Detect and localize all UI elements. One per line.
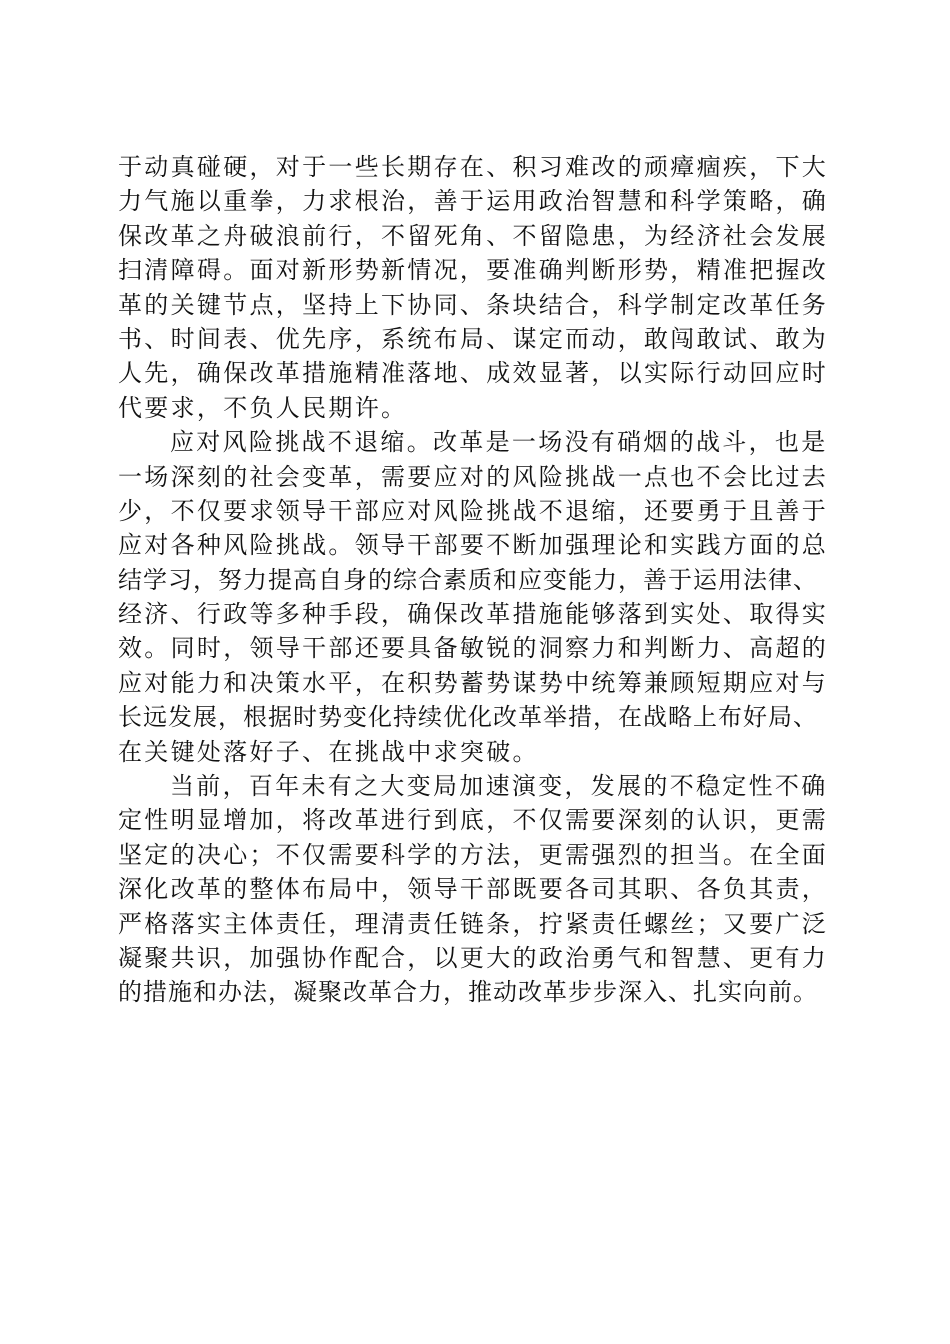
paragraph-1-line-4: 扫清障碍。面对新形势新情况，要准确判断形势，精准把握改 xyxy=(118,256,829,285)
paragraph-2-line-6: 经济、行政等多种手段，确保改革措施能够落到实处、取得实 xyxy=(118,600,829,629)
paragraph-3-line-5: 严格落实主体责任，理清责任链条，拧紧责任螺丝；又要广泛 xyxy=(118,909,829,938)
paragraph-2-line-4: 应对各种风险挑战。领导干部要不断加强理论和实践方面的总 xyxy=(118,531,829,560)
paragraph-3-line-2: 定性明显增加，将改革进行到底，不仅需要深刻的认识，更需 xyxy=(118,806,829,835)
paragraph-2-line-10: 在关键处落好子、在挑战中求突破。 xyxy=(118,737,539,766)
paragraph-1-line-1: 于动真碰硬，对于一些长期存在、积习难改的顽瘴痼疾，下大 xyxy=(118,153,829,181)
paragraph-2-line-7: 效。同时，领导干部还要具备敏锐的洞察力和判断力、高超的 xyxy=(118,634,829,663)
paragraph-1-line-7: 人先，确保改革措施精准落地、成效显著，以实际行动回应时 xyxy=(118,359,829,388)
paragraph-2-line-8: 应对能力和决策水平，在积势蓄势谋势中统筹兼顾短期应对与 xyxy=(118,668,829,697)
paragraph-1-line-2: 力气施以重拳，力求根治，善于运用政治智慧和科学策略，确 xyxy=(118,187,829,216)
paragraph-1-line-8: 代要求，不负人民期许。 xyxy=(118,393,408,422)
paragraph-1-line-6: 书、时间表、优先序，系统布局、谋定而动，敢闯敢试、敢为 xyxy=(118,324,829,353)
paragraph-1-line-5: 革的关键节点，坚持上下协同、条块结合，科学制定改革任务 xyxy=(118,290,829,319)
paragraph-2-line-5: 结学习，努力提高自身的综合素质和应变能力，善于运用法律、 xyxy=(118,565,818,594)
paragraph-3-line-4: 深化改革的整体布局中，领导干部既要各司其职、各负其责， xyxy=(118,875,829,904)
paragraph-1-line-3: 保改革之舟破浪前行，不留死角、不留隐患，为经济社会发展 xyxy=(118,221,829,250)
paragraph-3-line-1: 当前，百年未有之大变局加速演变，发展的不稳定性不确 xyxy=(170,772,828,801)
paragraph-2-line-9: 长远发展，根据时势变化持续优化改革举措，在战略上布好局、 xyxy=(118,703,818,732)
article-body xyxy=(118,150,833,1010)
paragraph-3-line-6: 凝聚共识，加强协作配合，以更大的政治勇气和智慧、更有力 xyxy=(118,943,829,972)
paragraph-2-line-2: 一场深刻的社会变革，需要应对的风险挑战一点也不会比过去 xyxy=(118,462,829,491)
paragraph-2-line-1: 应对风险挑战不退缩。改革是一场没有硝烟的战斗，也是 xyxy=(170,428,828,457)
paragraph-3-line-7: 的措施和办法，凝聚改革合力，推动改革步步深入、扎实向前。 xyxy=(118,978,818,1007)
paragraph-2-line-3: 少，不仅要求领导干部应对风险挑战不退缩，还要勇于且善于 xyxy=(118,496,829,525)
paragraph-3-line-3: 坚定的决心；不仅需要科学的方法，更需强烈的担当。在全面 xyxy=(118,840,829,869)
